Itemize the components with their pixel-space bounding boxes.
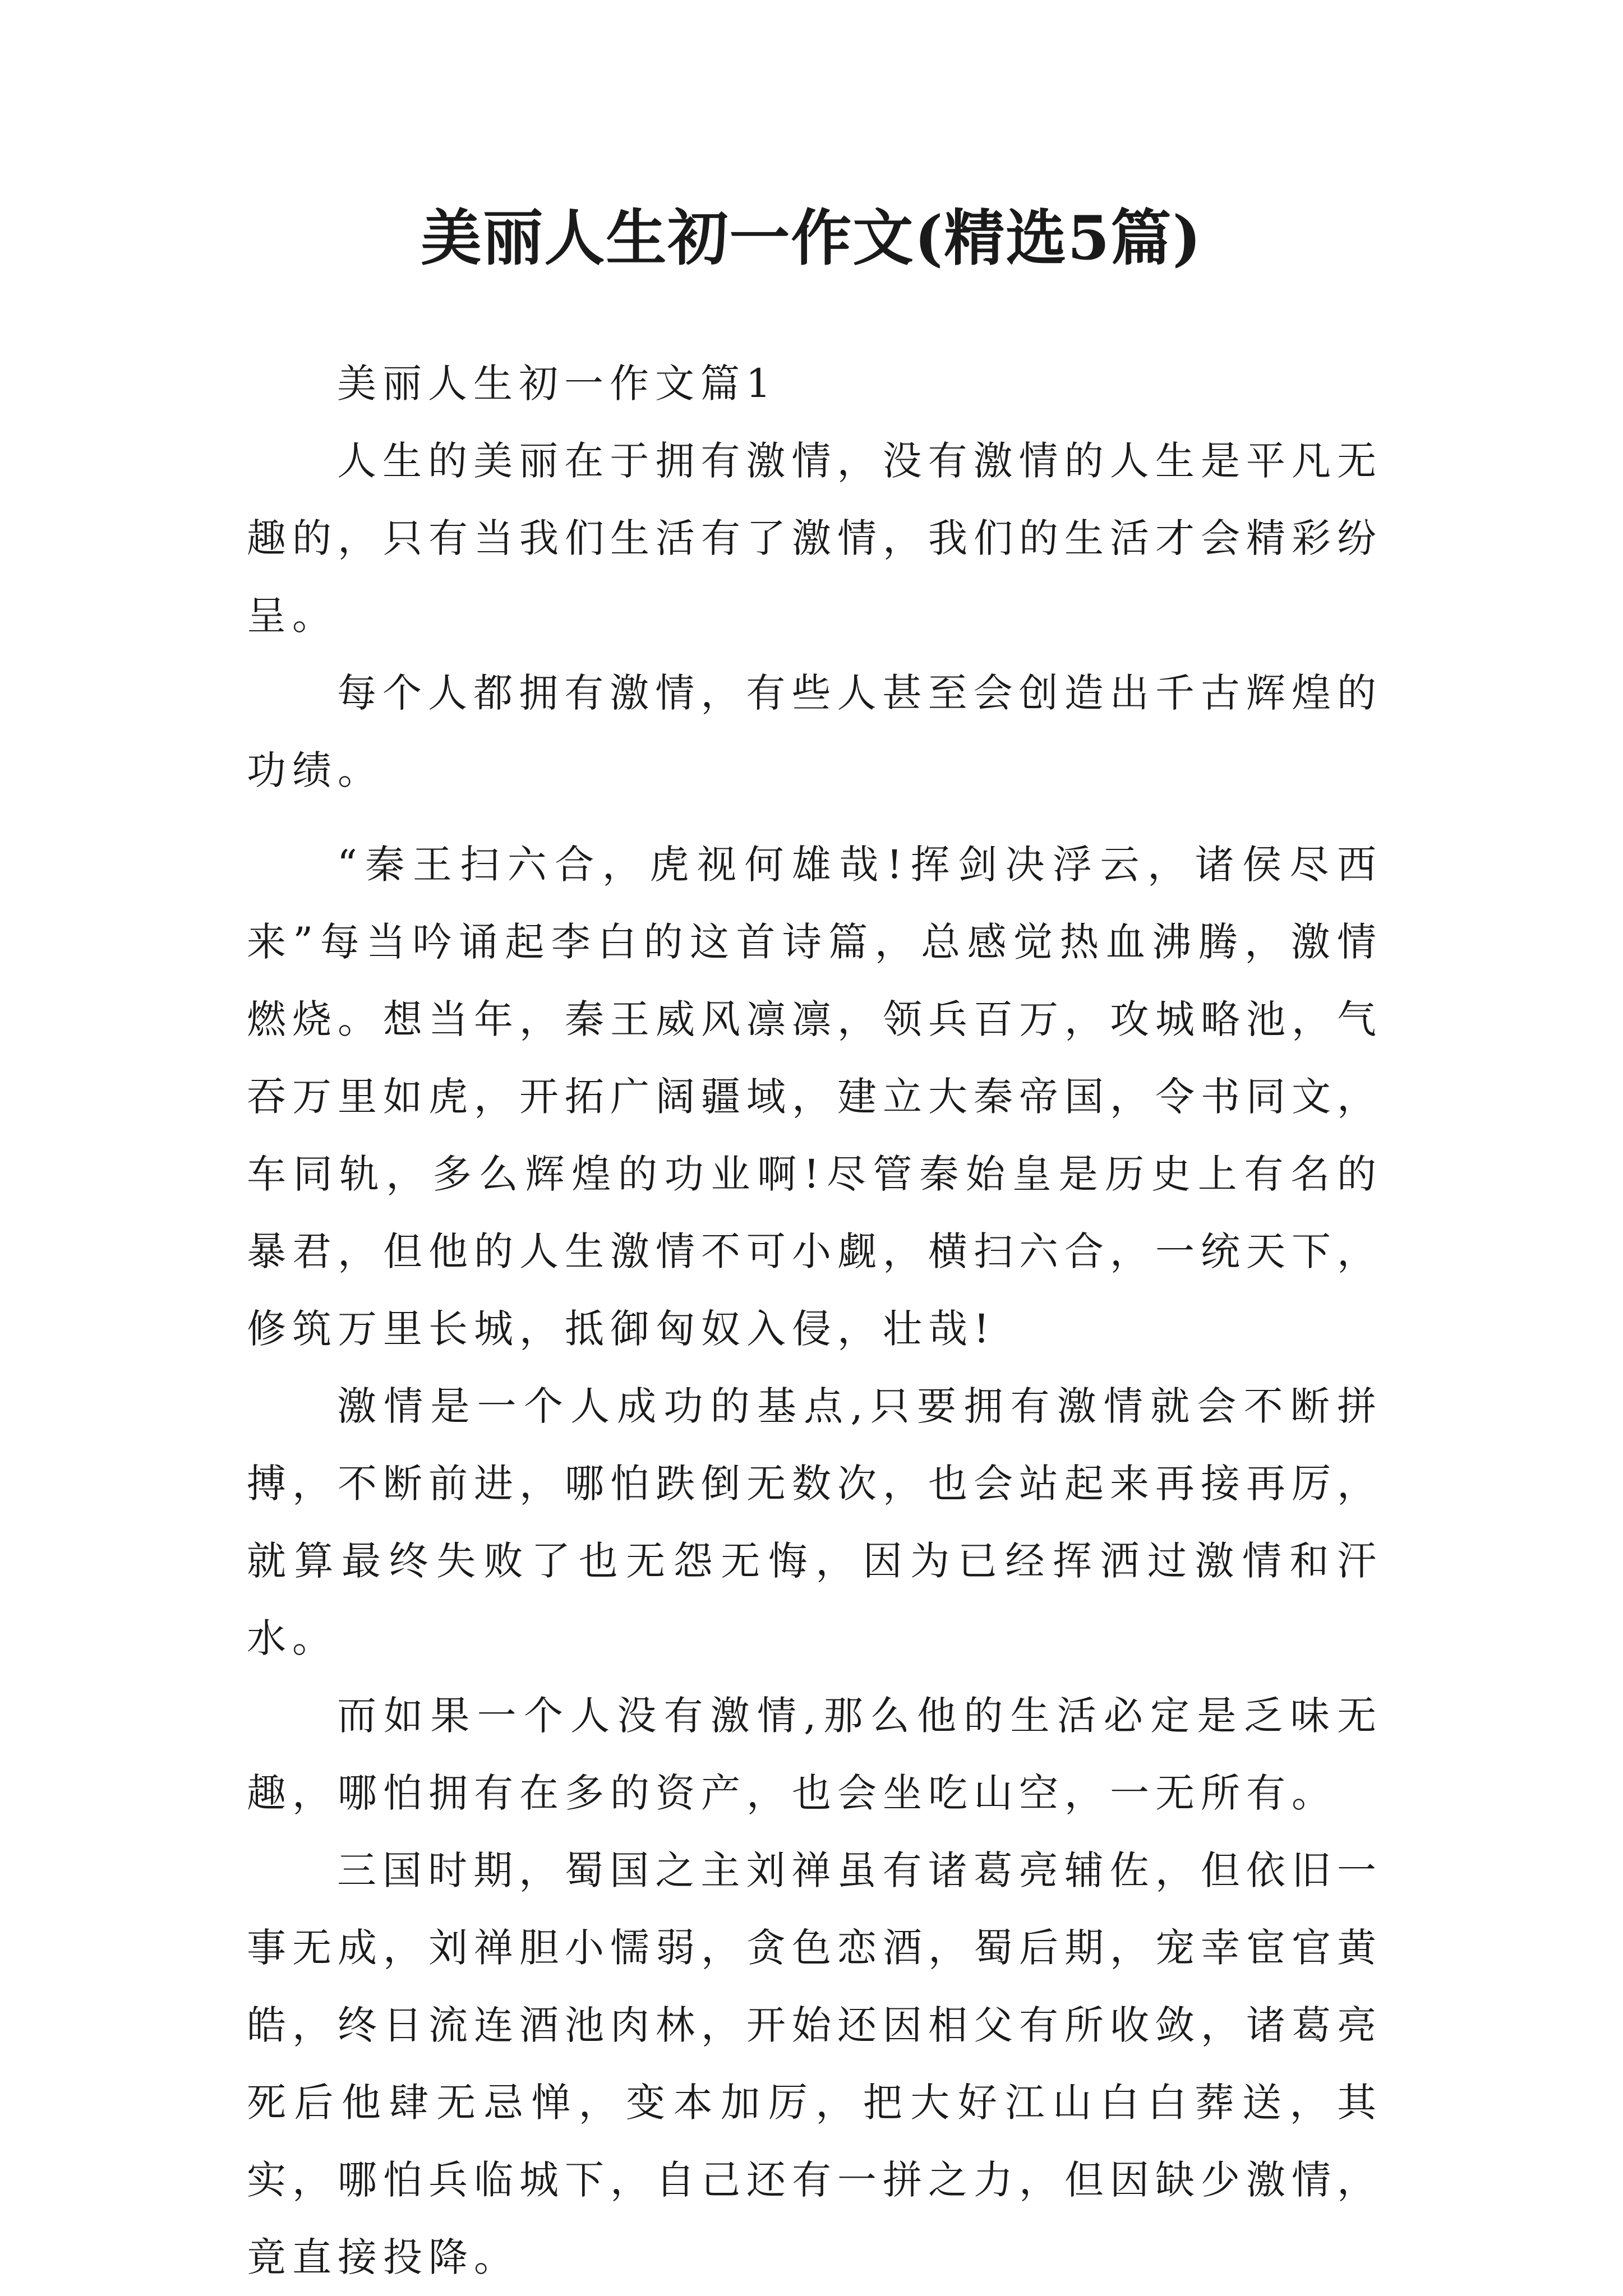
paragraph: 激情是一个人成功的基点,只要拥有激情就会不断拼搏，不断前进，哪怕跌倒无数次，也会站起来再接再厉，就算最终失败了也无怨无悔，因为已经挥洒过激情和汗水。 [247,1383,1382,1661]
document-title: 美丽人生初一作文(精选5篇) [421,203,1202,274]
paragraph: 人生的美丽在于拥有激情，没有激情的人生是平凡无趣的，只有当我们生活有了激情，我们的生活才会精彩纷呈。 [247,438,1382,639]
section-heading: 美丽人生初一作文篇1 [337,361,777,406]
paragraph: 三国时期，蜀国之主刘禅虽有诸葛亮辅佐，但依旧一事无成，刘禅胆小懦弱，贪色恋酒，蜀后期，宠幸宦官黄皓，终日流连酒池肉林，开始还因相父有所收敛，诸葛亮死后他肆无忌惮，变本加厉，把大好江山白白葬送，其实，哪怕兵临城下，自己还有一拼之力，但因缺少激情，竟直接投降。 [247,1847,1382,2280]
document-body [247,345,1382,2296]
paragraph: 而如果一个人没有激情,那么他的生活必定是乏味无趣，哪怕拥有在多的资产，也会坐吃山空，一无所有。 [247,1693,1382,1816]
paragraph: “秦王扫六合，虎视何雄哉!挥剑决浮云，诸侯尽西来”每当吟诵起李白的这首诗篇，总感觉热血沸腾，激情燃烧。想当年，秦王威风凛凛，领兵百万，攻城略池，气吞万里如虎，开拓广阔疆域，建立大秦帝国，令书同文，车同轨，多么辉煌的功业啊!尽管秦始皇是历史上有名的暴君，但他的人生激情不可小觑，横扫六合，一统天下，修筑万里长城，抵御匈奴入侵，壮哉! [247,842,1382,1352]
paragraph: 每个人都拥有激情，有些人甚至会创造出千古辉煌的功绩。 [247,670,1382,793]
